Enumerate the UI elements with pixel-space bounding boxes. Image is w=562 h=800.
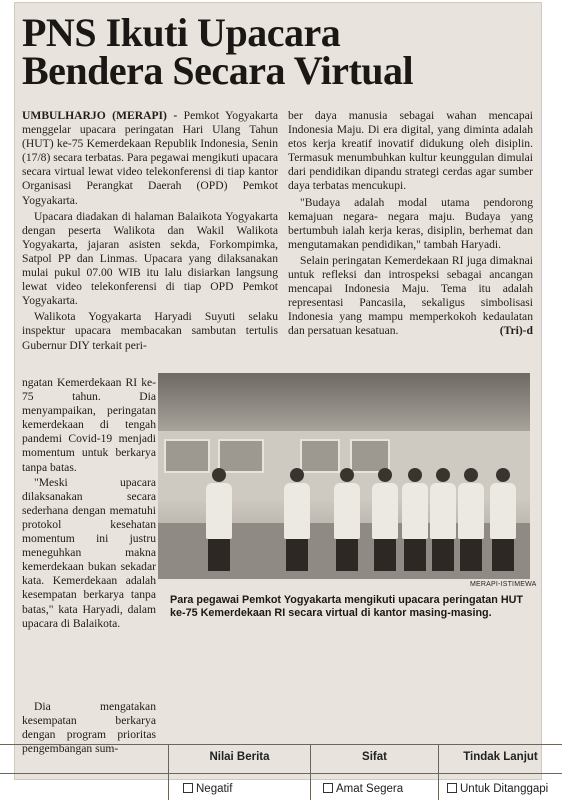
headline xyxy=(22,10,522,93)
ceremony-photo xyxy=(158,373,530,579)
form-cell-nilai-berita xyxy=(168,745,310,800)
photo-person xyxy=(458,468,484,571)
col2-paragraph-2: "Budaya adalah modal utama pendorong kemajuan negara- negara maju. Budaya yang bertumbuh ialah kerja keras, disiplin, berhemat dan mengutamakan pendidikan," tambah Haryadi. xyxy=(288,195,533,251)
option-label: Untuk Ditanggapi xyxy=(460,783,549,795)
option-untuk-ditanggapi[interactable] xyxy=(447,783,548,795)
photo-caption: Para pegawai Pemkot Yogyakarta mengikuti upacara peringatan HUT ke-75 Kemerdekaan RI secara virtual di kantor masing-masing. xyxy=(170,594,524,620)
photo-person xyxy=(430,468,456,571)
option-label: Amat Segera xyxy=(336,783,404,795)
photo-person xyxy=(284,468,310,571)
checkbox[interactable] xyxy=(323,783,333,793)
photo-person xyxy=(372,468,398,571)
checkbox[interactable] xyxy=(183,783,193,793)
option-amat-segera[interactable] xyxy=(323,783,403,795)
photo-person xyxy=(334,468,360,571)
article-narrow-column xyxy=(22,376,156,632)
article-column-1 xyxy=(22,109,278,355)
form-cell-tindak-lanjut xyxy=(438,745,562,800)
photo-person xyxy=(402,468,428,571)
form-header-sifat: Sifat xyxy=(362,751,387,763)
dateline: UMBULHARJO (MERAPI) - xyxy=(22,109,178,122)
form-cell-sifat xyxy=(310,745,438,800)
signoff: (Tri)-d xyxy=(499,324,533,338)
paragraph-5: Dia mengatakan kesempatan berkarya dengan program prioritas pengembangan sum- xyxy=(22,700,156,756)
option-label: Negatif xyxy=(196,783,233,795)
form-header-tindak-lanjut: Tindak Lanjut xyxy=(463,751,538,763)
col2-paragraph-3 xyxy=(288,254,533,339)
form-header-nilai-berita: Nilai Berita xyxy=(209,751,270,763)
article-column-2 xyxy=(288,109,533,341)
paragraph-1: Pemkot Yogyakarta menggelar upacara peringatan Hari Ulang Tahun (HUT) ke-75 Kemerdekaan Republik Indonesia, Senin (17/8) secara terbatas. Para pegawai mengikuti upacara secara virtual lewat video telekonferensi di tiap kantor Organisasi Perangkat Daerah (OPD) Pemkot Yogyakarta. xyxy=(22,109,278,207)
photo-person xyxy=(206,468,232,571)
photo-ceiling xyxy=(158,373,530,431)
headline-line-1: PNS Ikuti Upacara xyxy=(22,10,341,55)
headline-line-2: Bendera Secara Virtual xyxy=(22,48,414,93)
paragraph-3a: Walikota Yogyakarta Haryadi Suyuti selaku inspektur upacara membacakan sambutan tertulis Gubernur DIY terkait peri- xyxy=(22,310,278,352)
photo-person xyxy=(490,468,516,571)
paragraph-2: Upacara diadakan di halaman Balaikota Yogyakarta dengan peserta Walikota dan Wakil Walikota Yogyakarta, jajaran asisten sekda, Forkompimka, Satpol PP dan Linmas. Upacara yang dilaksanakan mulai pukul 07.00 WIB itu lalu disiarkan langsung lewat video telekonferensi di tiap OPD Pemkot Yogyakarta. xyxy=(22,209,278,308)
paragraph-3b: ngatan Kemerdekaan RI ke-75 tahun. Dia menyampaikan, peringatan kemerdekaan di tengah pandemi Covid-19 menjadi momentum untuk berkarya tanpa batas. xyxy=(22,376,156,474)
checkbox[interactable] xyxy=(447,783,457,793)
clipping-form xyxy=(0,744,562,800)
col2-paragraph-1: ber daya manusia sebagai wahan mencapai Indonesia Maju. Di era digital, yang diminta adalah etos kerja kreatif inovatif didukung oleh disiplin. Termasuk menumbuhkan kultur keunggulan dimulai dari pendidikan dipandu strategi cerdas agar sumber daya terbatas mencukupi. xyxy=(288,109,533,193)
paragraph-4: "Meski upacara dilaksanakan secara sederhana dengan mematuhi protokol kesehatan momentum ini justru meneguhkan makna kemerdekaan bukan sekadar kata. Kemerdekaan adalah kesempatan berkarya tanpa batas," kata Haryadi, dalam upacara di Balaikota. xyxy=(22,475,156,630)
col2-paragraph-3-text: Selain peringatan Kemerdekaan RI juga dimaknai untuk refleksi dan introspeksi sebagai ancangan mencapai Indonesia Maju. Tema itu adalah representasi Pancasila, sekaligus simbolisasi Indonesia yang mampu memperkokoh kedaulatan dan persatuan kesatuan. xyxy=(288,253,533,338)
photo-credit: MERAPI-ISTIMEWA xyxy=(470,581,537,588)
photo-window xyxy=(164,439,210,473)
option-negatif[interactable] xyxy=(183,783,232,795)
